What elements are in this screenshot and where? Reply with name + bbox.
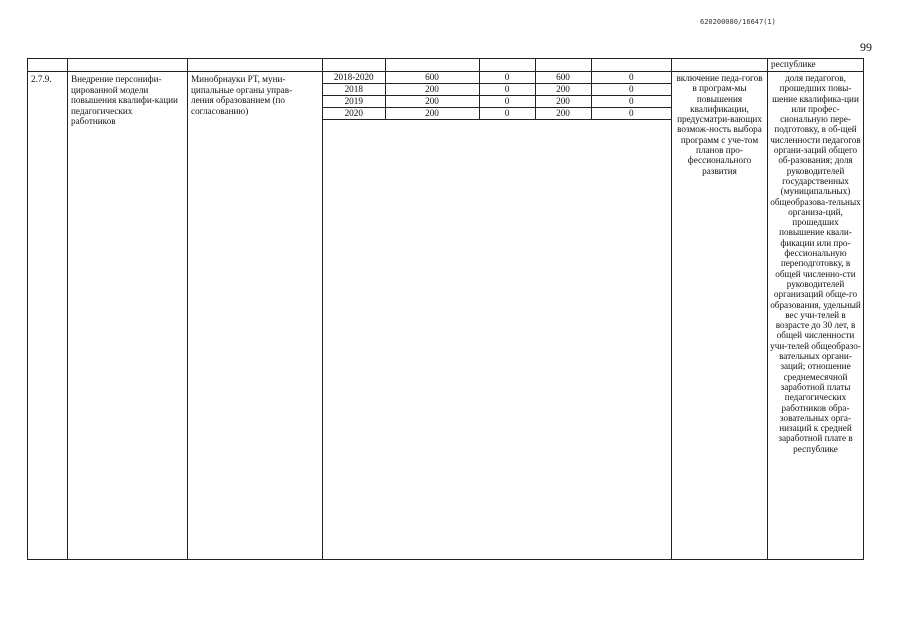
funding-period: 2018-2020 [323, 72, 385, 84]
funding-col2: 0 [479, 96, 535, 108]
measure-name: Внедрение персонифи-цированной модели повышения квалифи-кации педагогических работников [68, 72, 188, 560]
funding-col2: 0 [479, 72, 535, 84]
funding-row [323, 72, 671, 84]
expected-result: включение педа-гогов в програм-мы повышения квалификации, предусматри-вающих возмож-ность выбора программ с уче-том планов про-фессионального развития [672, 72, 768, 560]
executors: Минобрнауки РТ, муни-ципальные органы управ-ления образованием (по согласованию) [188, 72, 323, 560]
funding-period: 2018 [323, 84, 385, 96]
funding-total: 200 [385, 108, 479, 120]
funding-total: 200 [385, 96, 479, 108]
funding-col2: 0 [479, 84, 535, 96]
previous-indicator-tail: республике [768, 59, 864, 72]
funding-table [323, 72, 671, 120]
funding-col4: 0 [591, 84, 671, 96]
previous-row-numbers [323, 59, 671, 71]
funding-col3: 200 [535, 84, 591, 96]
funding-period: 2020 [323, 108, 385, 120]
funding-row [323, 96, 671, 108]
funding-cell [323, 72, 672, 560]
table-row [28, 72, 864, 560]
document-stamp: 620200080/16647(1) [700, 18, 776, 26]
funding-col3: 200 [535, 96, 591, 108]
program-table [27, 58, 864, 560]
page-number: 99 [860, 40, 872, 54]
previous-row-tail [28, 59, 864, 72]
funding-total: 200 [385, 84, 479, 96]
funding-col2: 0 [479, 108, 535, 120]
row-number: 2.7.9. [28, 72, 68, 560]
funding-row [323, 84, 671, 96]
funding-total: 600 [385, 72, 479, 84]
funding-col4: 0 [591, 108, 671, 120]
funding-col3: 600 [535, 72, 591, 84]
indicator: доля педагогов, прошедших повы-шение квалифика-ции или профес-сиональную пере-подготовку, в об-щей численности педагогов органи-заций общего об-разования; доля руководителей государственных (муниципальных) общеобразова-тельных организа-ций, прошедших повышение квали-фикации или про-фессиональную переподготовку, в общей численно-сти руководителей организаций обще-го образования, удельный вес учи-телей в возрасте до 30 лет, в общей численности учи-телей общеобразо-вательных органи-заций; отношение среднемесячной заработной платы педагогических работников обра-зовательных орга-низаций к средней заработной плате в республике [768, 72, 864, 560]
funding-row [323, 108, 671, 120]
funding-period: 2019 [323, 96, 385, 108]
funding-col4: 0 [591, 72, 671, 84]
funding-col4: 0 [591, 96, 671, 108]
funding-col3: 200 [535, 108, 591, 120]
